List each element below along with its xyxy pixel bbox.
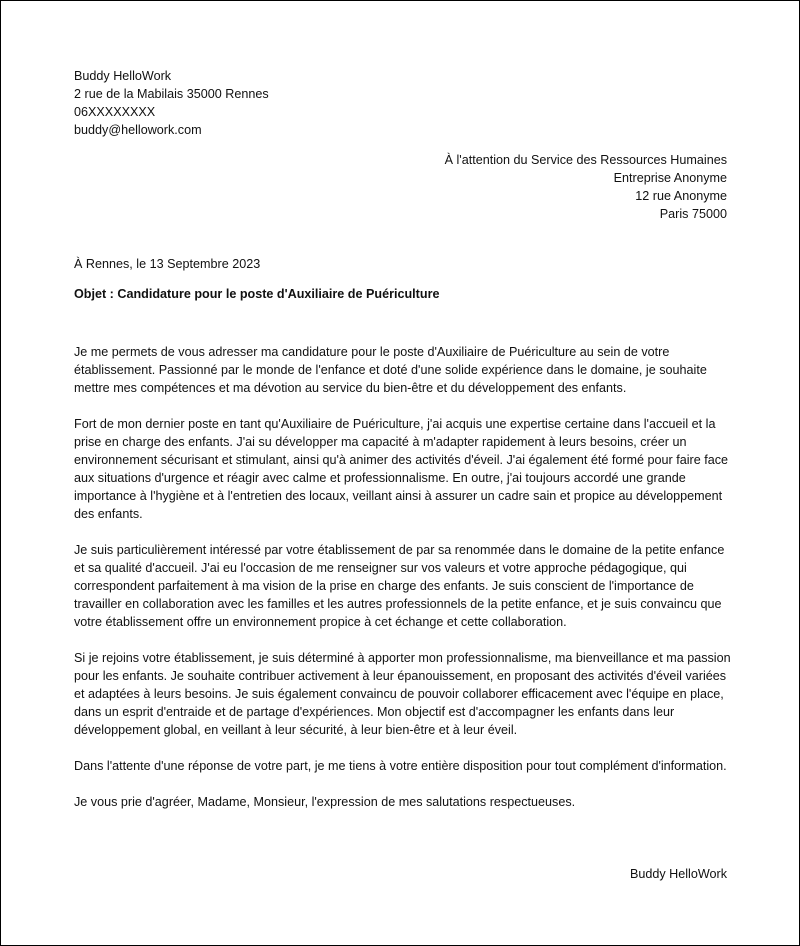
sender-phone: 06XXXXXXXX <box>74 105 156 119</box>
paragraph-contribution: Si je rejoins votre établissement, je suis déterminé à apporter mon professionnalisme, ma bienveillance et ma passion pour les enfants. Je souhaite contribuer activement à leur épanouissement, en proposant des activités d'éveil variées et adaptées à leurs besoins. Je suis également convaincu de pouvoir collaborer efficacement avec l'équipe en place, dans un esprit d'entraide et de partage d'expériences. Mon objectif est d'accompagner les enfants dans leur développement global, en veillant à leur sécurité, à leur bien-être et à leur éveil. <box>74 651 731 737</box>
paragraph-closing: Je vous prie d'agréer, Madame, Monsieur, l'expression de mes salutations respectueuses. <box>74 795 576 809</box>
paragraph-availability: Dans l'attente d'une réponse de votre part, je me tiens à votre entière disposition pour tout complément d'information. <box>74 759 727 773</box>
letter-subject: Objet : Candidature pour le poste d'Auxiliaire de Puériculture <box>74 287 440 301</box>
sender-name: Buddy HelloWork <box>74 69 172 83</box>
paragraph-experience: Fort de mon dernier poste en tant qu'Auxiliaire de Puériculture, j'ai acquis une expertise certaine dans l'accueil et la prise en charge des enfants. J'ai su développer ma capacité à m'adapter rapidement à leurs besoins, créer un environnement sécurisant et stimulant, ainsi qu'à animer des activités d'éveil. J'ai également été formé pour faire face aux situations d'urgence et réagir avec calme et professionnalisme. En outre, j'ai toujours accordé une grande importance à l'hygiène et à l'entretien des locaux, veillant ainsi à assurer un cadre sain et propice au développement des enfants. <box>74 417 729 521</box>
paragraph-motivation: Je suis particulièrement intéressé par votre établissement de par sa renommée dans le domaine de la petite enfance et sa qualité d'accueil. J'ai eu l'occasion de me renseigner sur vos valeurs et votre approche pédagogique, qui correspondent parfaitement à ma vision de la prise en charge des enfants. Je suis conscient de l'importance de travailler en collaboration avec les familles et les autres professionnels de la petite enfance, et je suis convaincu que votre établissement offre un environnement propice à cet échange et cette collaboration. <box>74 543 725 629</box>
sender-address: 2 rue de la Mabilais 35000 Rennes <box>74 87 269 101</box>
signature: Buddy HelloWork <box>629 867 727 881</box>
sender-block <box>74 67 474 139</box>
recipient-block <box>307 151 727 223</box>
recipient-attention: À l'attention du Service des Ressources Humaines <box>444 153 727 167</box>
recipient-company: Entreprise Anonyme <box>613 171 727 185</box>
place-date: À Rennes, le 13 Septembre 2023 <box>74 257 261 271</box>
recipient-street: 12 rue Anonyme <box>635 189 727 203</box>
paragraph-introduction: Je me permets de vous adresser ma candidature pour le poste d'Auxiliaire de Puériculture au sein de votre établissement. Passionné par le monde de l'enfance et doté d'une solide expérience dans le domaine, je souhaite mettre mes compétences et ma dévotion au service du bien-être et du développement des enfants. <box>74 345 707 395</box>
recipient-city: Paris 75000 <box>659 207 727 221</box>
letter-body <box>74 343 734 829</box>
sender-email: buddy@hellowork.com <box>74 123 202 137</box>
